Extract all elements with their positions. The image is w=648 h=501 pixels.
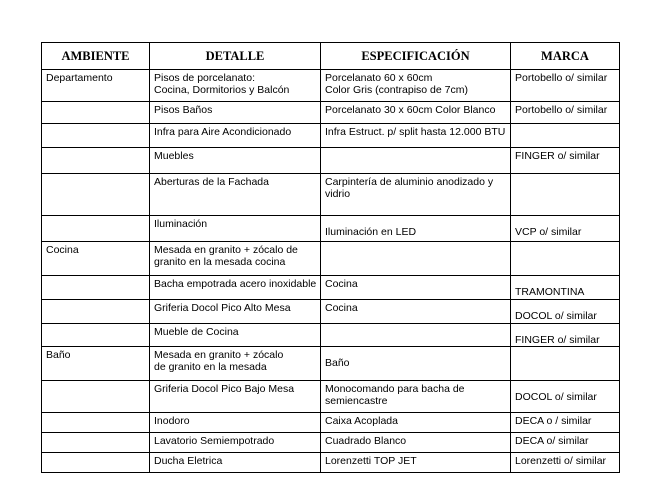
cell-text: Caixa Acoplada <box>325 415 398 427</box>
cell-text: Cocina <box>325 302 358 314</box>
cell-marca <box>511 413 620 433</box>
cell-text: Bacha empotrada acero inoxidable <box>154 278 317 290</box>
header-especificacion: ESPECIFICACIÓN <box>321 43 511 70</box>
cell-especificacion <box>321 433 511 453</box>
cell-text: Cocina <box>46 244 79 256</box>
cell-text: FINGER o/ similar <box>515 334 600 346</box>
cell-marca <box>511 300 620 324</box>
cell-text: Porcelanato 60 x 60cm Color Gris (contrapiso de 7cm) <box>325 72 468 96</box>
cell-text <box>515 124 619 126</box>
table-row <box>42 453 620 473</box>
cell-text: DOCOL o/ similar <box>515 310 597 322</box>
cell-ambiente <box>42 216 150 242</box>
table-row <box>42 413 620 433</box>
cell-text: Inodoro <box>154 415 190 427</box>
cell-marca <box>511 433 620 453</box>
cell-text <box>46 216 149 218</box>
specification-table <box>41 42 620 473</box>
cell-text: Baño <box>46 349 71 361</box>
cell-detalle <box>150 102 321 124</box>
cell-ambiente <box>42 276 150 300</box>
cell-especificacion <box>321 148 511 174</box>
cell-detalle <box>150 242 321 276</box>
cell-especificacion <box>321 324 511 347</box>
table-row <box>42 300 620 324</box>
cell-ambiente <box>42 347 150 381</box>
cell-text <box>46 381 149 383</box>
cell-marca <box>511 102 620 124</box>
table-row <box>42 70 620 102</box>
table-row <box>42 324 620 347</box>
cell-text: Infra Estruct. p/ split hasta 12.000 BTU <box>325 126 506 138</box>
cell-ambiente <box>42 70 150 102</box>
cell-especificacion <box>321 70 511 102</box>
cell-text <box>46 174 149 176</box>
cell-especificacion <box>321 242 511 276</box>
cell-detalle <box>150 347 321 381</box>
cell-text <box>325 324 510 326</box>
cell-text <box>515 174 619 176</box>
header-row <box>42 43 620 70</box>
cell-text: Lorenzetti o/ similar <box>515 455 607 467</box>
cell-text: Baño <box>325 357 350 369</box>
cell-marca <box>511 148 620 174</box>
cell-marca <box>511 324 620 347</box>
cell-ambiente <box>42 453 150 473</box>
cell-especificacion <box>321 124 511 148</box>
table-body <box>42 70 620 473</box>
cell-text: Mesada en granito + zócalo de granito en la mesada <box>154 349 284 373</box>
cell-text <box>325 148 510 150</box>
cell-ambiente <box>42 300 150 324</box>
cell-marca <box>511 216 620 242</box>
cell-ambiente <box>42 102 150 124</box>
cell-detalle <box>150 433 321 453</box>
cell-text: Ducha Eletrica <box>154 455 223 467</box>
cell-text <box>515 347 619 349</box>
cell-text: Iluminación en LED <box>325 226 417 238</box>
cell-detalle <box>150 216 321 242</box>
cell-especificacion <box>321 276 511 300</box>
cell-text: Pisos Baños <box>154 104 213 116</box>
cell-detalle <box>150 413 321 433</box>
cell-marca <box>511 453 620 473</box>
table-row <box>42 148 620 174</box>
cell-ambiente <box>42 413 150 433</box>
cell-especificacion <box>321 174 511 216</box>
cell-text <box>46 276 149 278</box>
table-row <box>42 242 620 276</box>
cell-especificacion <box>321 102 511 124</box>
table-row <box>42 347 620 381</box>
cell-text <box>325 242 510 244</box>
table-row <box>42 276 620 300</box>
cell-ambiente <box>42 433 150 453</box>
cell-text: TRAMONTINA <box>515 286 585 298</box>
cell-marca <box>511 381 620 413</box>
cell-text: Portobello o/ similar <box>515 72 608 84</box>
cell-marca <box>511 242 620 276</box>
cell-especificacion <box>321 413 511 433</box>
cell-detalle <box>150 453 321 473</box>
table-row <box>42 216 620 242</box>
table-row <box>42 174 620 216</box>
cell-detalle <box>150 324 321 347</box>
cell-text: VCP o/ similar <box>515 226 582 238</box>
cell-text: Monocomando para bacha de semiencastre <box>325 383 465 407</box>
cell-marca <box>511 276 620 300</box>
cell-text: Carpintería de aluminio anodizado y vidrio <box>325 176 494 200</box>
cell-ambiente <box>42 148 150 174</box>
cell-marca <box>511 347 620 381</box>
cell-especificacion <box>321 347 511 381</box>
cell-text <box>46 102 149 104</box>
cell-ambiente <box>42 324 150 347</box>
table-row <box>42 433 620 453</box>
header-marca: MARCA <box>511 43 620 70</box>
cell-especificacion <box>321 381 511 413</box>
cell-detalle <box>150 276 321 300</box>
cell-especificacion <box>321 453 511 473</box>
cell-text: Griferia Docol Pico Alto Mesa <box>154 302 291 314</box>
cell-especificacion <box>321 300 511 324</box>
cell-detalle <box>150 174 321 216</box>
cell-detalle <box>150 300 321 324</box>
cell-text: FINGER o/ similar <box>515 150 600 162</box>
cell-text: Portobello o/ similar <box>515 104 608 116</box>
cell-text: DECA o / similar <box>515 415 592 427</box>
cell-text: Mueble de Cocina <box>154 326 239 338</box>
cell-text: DECA o/ similar <box>515 435 589 447</box>
cell-detalle <box>150 124 321 148</box>
cell-ambiente <box>42 242 150 276</box>
cell-text: Lavatorio Semiempotrado <box>154 435 275 447</box>
cell-text: Lorenzetti TOP JET <box>325 455 417 467</box>
cell-marca <box>511 124 620 148</box>
cell-text <box>46 413 149 415</box>
cell-text <box>46 300 149 302</box>
cell-detalle <box>150 70 321 102</box>
header-detalle: DETALLE <box>150 43 321 70</box>
table-row <box>42 102 620 124</box>
cell-text: Departamento <box>46 72 113 84</box>
cell-text <box>46 124 149 126</box>
cell-text <box>46 433 149 435</box>
cell-text: Pisos de porcelanato: Cocina, Dormitorios y Balcón <box>154 72 290 96</box>
table-row <box>42 381 620 413</box>
header-ambiente: AMBIENTE <box>42 43 150 70</box>
cell-text: Iluminación <box>154 218 208 230</box>
cell-detalle <box>150 148 321 174</box>
cell-text: DOCOL o/ similar <box>515 391 597 403</box>
cell-text <box>46 324 149 326</box>
cell-detalle <box>150 381 321 413</box>
cell-text <box>46 453 149 455</box>
cell-marca <box>511 70 620 102</box>
cell-text: Cuadrado Blanco <box>325 435 407 447</box>
cell-text: Aberturas de la Fachada <box>154 176 269 188</box>
cell-text: Porcelanato 30 x 60cm Color Blanco <box>325 104 496 116</box>
cell-text: Mesada en granito + zócalo de granito en la mesada cocina <box>154 244 298 268</box>
cell-especificacion <box>321 216 511 242</box>
cell-text: Muebles <box>154 150 194 162</box>
cell-text <box>46 148 149 150</box>
cell-text: Cocina <box>325 278 358 290</box>
cell-text: Griferia Docol Pico Bajo Mesa <box>154 383 295 395</box>
cell-ambiente <box>42 124 150 148</box>
table-row <box>42 124 620 148</box>
cell-text <box>515 242 619 244</box>
cell-marca <box>511 174 620 216</box>
cell-ambiente <box>42 381 150 413</box>
cell-ambiente <box>42 174 150 216</box>
cell-text: Infra para Aire Acondicionado <box>154 126 292 138</box>
